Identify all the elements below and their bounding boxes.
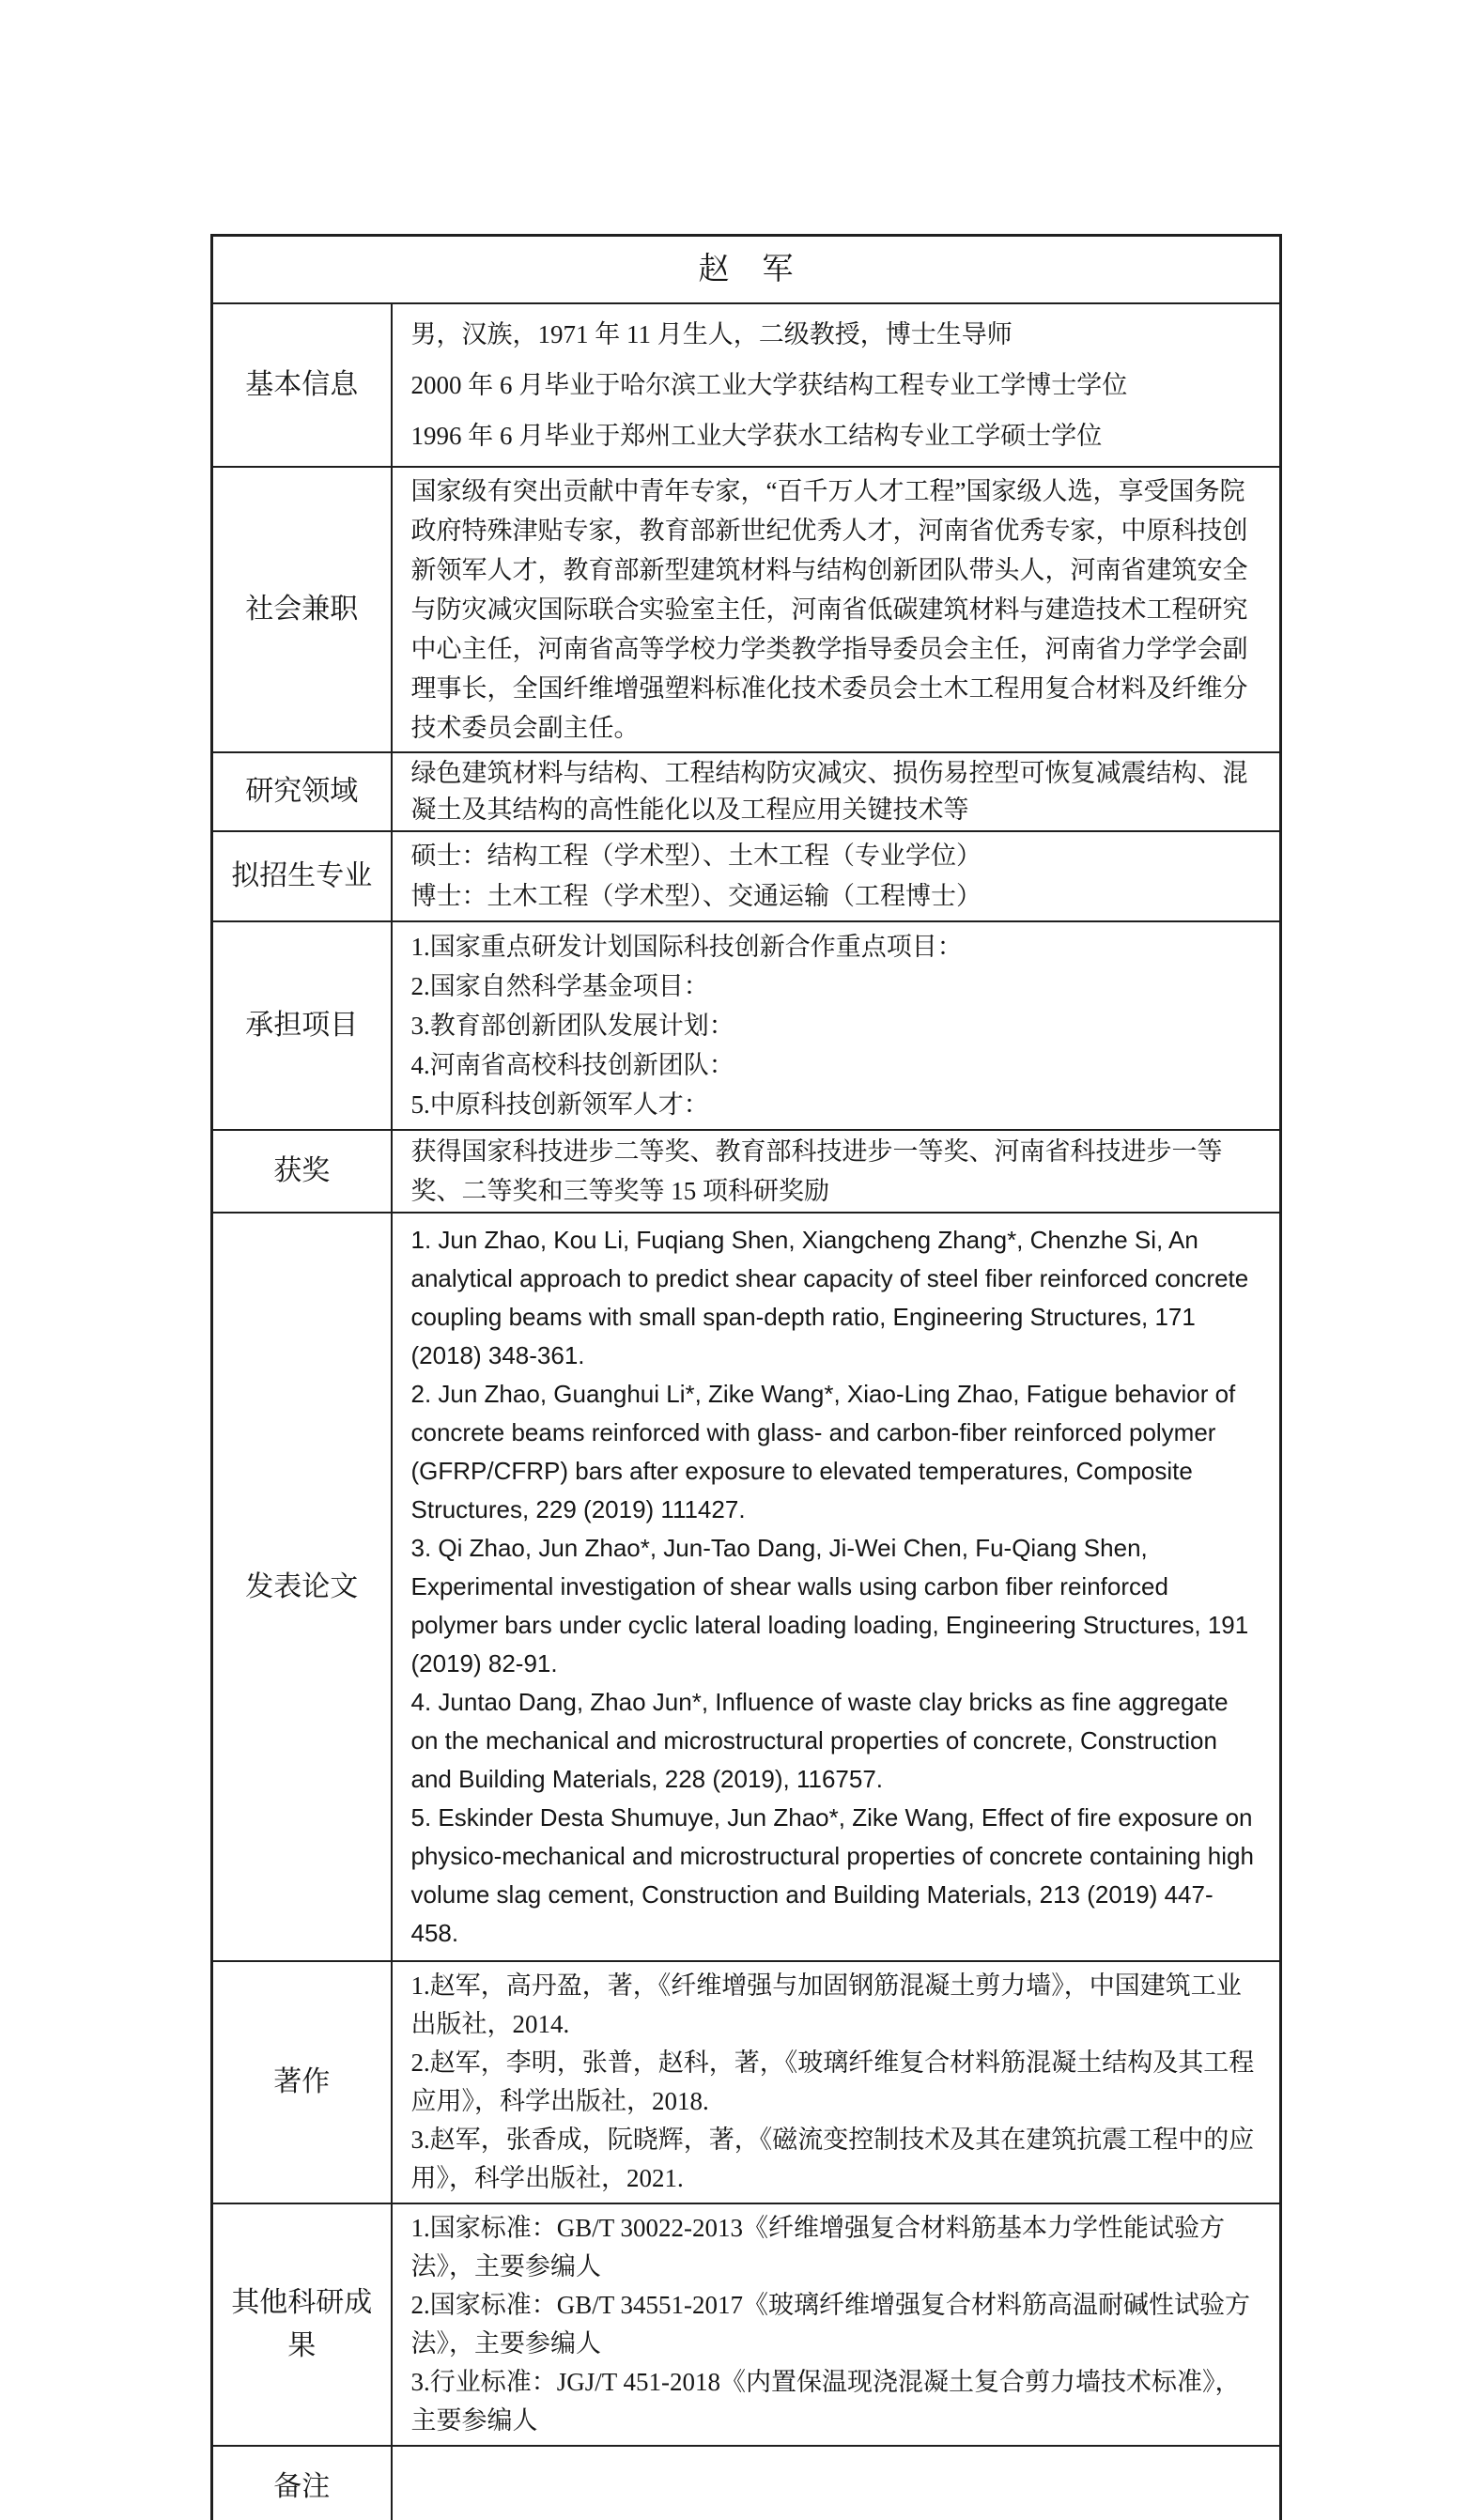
book-item: 3.赵军，张香成，阮晓辉，著，《磁流变控制技术及其在建筑抗震工程中的应用》，科学出版社，2021. bbox=[410, 2126, 1255, 2192]
row-social-positions bbox=[212, 467, 1281, 752]
social-positions-text: 国家级有突出贡献中青年专家，“百千万人才工程”国家级人选，享受国务院政府特殊津贴专家，教育部新世纪优秀人才，河南省优秀专家，中原科技创新领军人才，教育部新型建筑材料与结构创新团队带头人，河南省建筑安全与防灾减灾国际联合实验室主任，河南省低碳建筑材料与建造技术工程研究中心主任，河南省高等学校力学类教学指导委员会主任，河南省力学学会副理事长，全国纤维增强塑料标准化技术委员会土木工程用复合材料及纤维分技术委员会副主任。 bbox=[392, 467, 1281, 752]
enrollment-majors-line: 硕士：结构工程（学术型）、土木工程（专业学位） bbox=[410, 842, 982, 870]
row-label-books: 著作 bbox=[212, 1961, 392, 2203]
paper-item: 3. Qi Zhao, Jun Zhao*, Jun-Tao Dang, Ji-Wei Chen, Fu-Qiang Shen, Experimental investigation of shear walls using carbon fiber reinforced polymer bars under cyclic lateral loading loading, Engineering Structures, 191 (2019) 82-91. bbox=[410, 1534, 1249, 1677]
enrollment-majors-line: 博士：土木工程（学术型）、交通运输（工程博士） bbox=[410, 882, 982, 910]
person-name-title: 赵 军 bbox=[212, 236, 1281, 304]
project-line: 2.国家自然科学基金项目： bbox=[410, 972, 709, 1000]
research-areas-text: 绿色建筑材料与结构、工程结构防灾减灾、损伤易控型可恢复减震结构、混凝土及其结构的高性能化以及工程应用关键技术等 bbox=[392, 752, 1281, 831]
row-label-social-positions: 社会兼职 bbox=[212, 467, 392, 752]
row-awards bbox=[212, 1130, 1281, 1213]
project-line: 1.国家重点研发计划国际科技创新合作重点项目： bbox=[410, 933, 963, 961]
row-research-areas bbox=[212, 752, 1281, 831]
project-line: 3.教育部创新团队发展计划： bbox=[410, 1012, 734, 1040]
row-basic-info bbox=[212, 303, 1281, 467]
row-label-other-achievements: 其他科研成果 bbox=[212, 2203, 392, 2446]
profile-table bbox=[210, 234, 1282, 2520]
awards-text: 获得国家科技进步二等奖、教育部科技进步一等奖、河南省科技进步一等奖、二等奖和三等奖等 15 项科研奖励 bbox=[392, 1130, 1281, 1213]
standard-item: 1.国家标准：GB/T 30022-2013《纤维增强复合材料筋基本力学性能试验方法》，主要参编人 bbox=[410, 2214, 1226, 2280]
paper-item: 5. Eskinder Desta Shumuye, Jun Zhao*, Zike Wang, Effect of fire exposure on physico-mechanical and microstructural properties of concrete containing high volume slag cement, Construction and Building Materials, 213 (2019) 447-458. bbox=[410, 1803, 1254, 1947]
row-label-awards: 获奖 bbox=[212, 1130, 392, 1213]
row-other-achievements bbox=[212, 2203, 1281, 2446]
row-label-projects: 承担项目 bbox=[212, 921, 392, 1130]
row-projects bbox=[212, 921, 1281, 1130]
row-books bbox=[212, 1961, 1281, 2203]
basic-info-line: 2000 年 6 月毕业于哈尔滨工业大学获结构工程专业工学博士学位 bbox=[410, 371, 1128, 399]
row-remark bbox=[212, 2446, 1281, 2520]
project-line: 4.河南省高校科技创新团队： bbox=[410, 1051, 734, 1079]
standard-item: 2.国家标准：GB/T 34551-2017《玻璃纤维增强复合材料筋高温耐碱性试验方法》，主要参编人 bbox=[410, 2291, 1251, 2358]
row-enrollment-majors bbox=[212, 831, 1281, 921]
project-line: 5.中原科技创新领军人才： bbox=[410, 1090, 709, 1119]
row-label-remark: 备注 bbox=[212, 2446, 392, 2520]
paper-item: 4. Juntao Dang, Zhao Jun*, Influence of waste clay bricks as fine aggregate on the mechanical and microstructural properties of concrete, Construction and Building Materials, 228 (2019), 116757. bbox=[410, 1688, 1229, 1793]
paper-item: 1. Jun Zhao, Kou Li, Fuqiang Shen, Xiangcheng Zhang*, Chenzhe Si, An analytical approach to predict shear capacity of steel fiber reinforced concrete coupling beams with small span-depth ratio, Engineering Structures, 171 (2018) 348-361. bbox=[410, 1226, 1249, 1369]
basic-info-line: 1996 年 6 月毕业于郑州工业大学获水工结构专业工学硕士学位 bbox=[410, 422, 1103, 450]
basic-info-line: 男，汉族，1971 年 11 月生人，二级教授，博士生导师 bbox=[410, 320, 1013, 348]
standard-item: 3.行业标准：JGJ/T 451-2018《内置保温现浇混凝土复合剪力墙技术标准》，主要参编人 bbox=[410, 2368, 1241, 2435]
row-published-papers bbox=[212, 1213, 1281, 1961]
row-label-research-areas: 研究领域 bbox=[212, 752, 392, 831]
book-item: 2.赵军，李明，张普，赵科，著，《玻璃纤维复合材料筋混凝土结构及其工程应用》，科学出版社，2018. bbox=[410, 2048, 1255, 2115]
row-label-basic-info: 基本信息 bbox=[212, 303, 392, 467]
book-item: 1.赵军，高丹盈，著，《纤维增强与加固钢筋混凝土剪力墙》，中国建筑工业出版社，2014. bbox=[410, 1971, 1242, 2038]
row-label-enrollment-majors: 拟招生专业 bbox=[212, 831, 392, 921]
title-row bbox=[212, 236, 1281, 304]
paper-item: 2. Jun Zhao, Guanghui Li*, Zike Wang*, Xiao-Ling Zhao, Fatigue behavior of concrete beams reinforced with glass- and carbon-fiber reinforced polymer (GFRP/CFRP) bars after exposure to elevated temperatures, Composite Structures, 229 (2019) 111427. bbox=[410, 1380, 1236, 1523]
remark-text bbox=[392, 2446, 1281, 2520]
row-label-published-papers: 发表论文 bbox=[212, 1213, 392, 1961]
